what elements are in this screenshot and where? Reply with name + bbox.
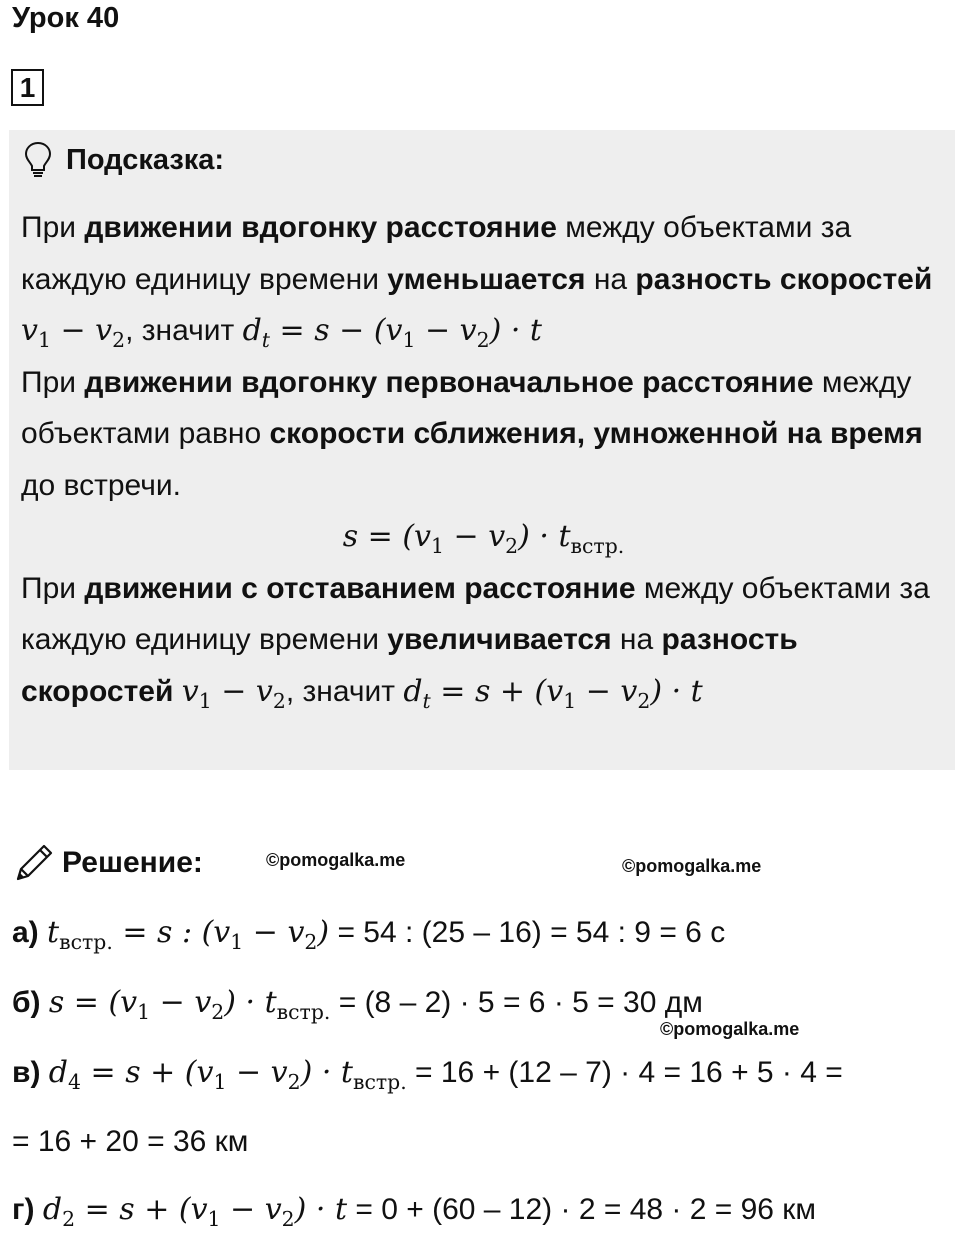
pencil-icon (12, 841, 56, 885)
task-number: 1 (11, 69, 44, 106)
formula-catch-up-distance: $d_t = s - (v_1 - v_2) \cdot t$ (242, 313, 542, 353)
hint-paragraph-2: При движении вдогонку первоначальное расстояние между объектами равно скорости сближения, умноженной на время до встречи. (21, 365, 923, 502)
solution-label: Решение: (62, 846, 203, 879)
lesson-title: Урок 40 (12, 2, 120, 34)
formula-velocity-difference: $v_1 - v_2$ (21, 313, 126, 353)
formula-lagging-distance: $d_t = s + (v_1 - v_2) \cdot t$ (403, 673, 703, 713)
solution-line-g: г) $d_2 = s + (v_1 - v_2) \cdot t = 0 + (60 - 12) \cdot 2 = 48 \cdot 2 = 96$ км (12, 1192, 817, 1232)
hint-paragraph-3: При движении с отставанием расстояние между объектами за каждую единицу времени увеличивается на разность скоростей $v_1 - v_2$, значит $d_t = s + (v_1 - v_2) \cdot t$ (21, 571, 930, 713)
solution-line-v-continued: = 16 + 20 = 36 км (12, 1125, 249, 1158)
solution-header (12, 840, 203, 886)
hint-header (22, 138, 224, 182)
solution-line-v: в) $d_4 = s + (v_1 - v_2) \cdot t_{встр.} = 16 + (12 - 7) \cdot 4 = 16 + 5 \cdot 4$ = (12, 1055, 843, 1095)
solution-line-a: а) $t_{встр.} = s$ : $(v_1 - v_2) = 54$ : (25 – 16) = 54 : 9 = 6 с (12, 915, 726, 955)
watermark: ©pomogalka.me (622, 856, 762, 876)
lightbulb-icon (22, 140, 54, 180)
hint-text (21, 202, 946, 717)
formula-initial-distance: $s = (v_1 - v_2) \cdot t_{встр.}$ (342, 519, 625, 559)
watermark: ©pomogalka.me (266, 850, 406, 870)
watermark: ©pomogalka.me (660, 1019, 800, 1039)
hint-label: Подсказка: (66, 143, 225, 176)
hint-paragraph-1: При движении вдогонку расстояние между объектами за каждую единицу времени уменьшается на разность скоростей $v_1 - v_2$, значит $d_t = s - (v_1 - v_2) \cdot t$ (21, 211, 933, 353)
solution-line-b: б) $s = (v_1 - v_2) \cdot t_{встр.} = (8 - 2) \cdot 5 = 6 \cdot 5 = 30$ дм (12, 985, 703, 1025)
